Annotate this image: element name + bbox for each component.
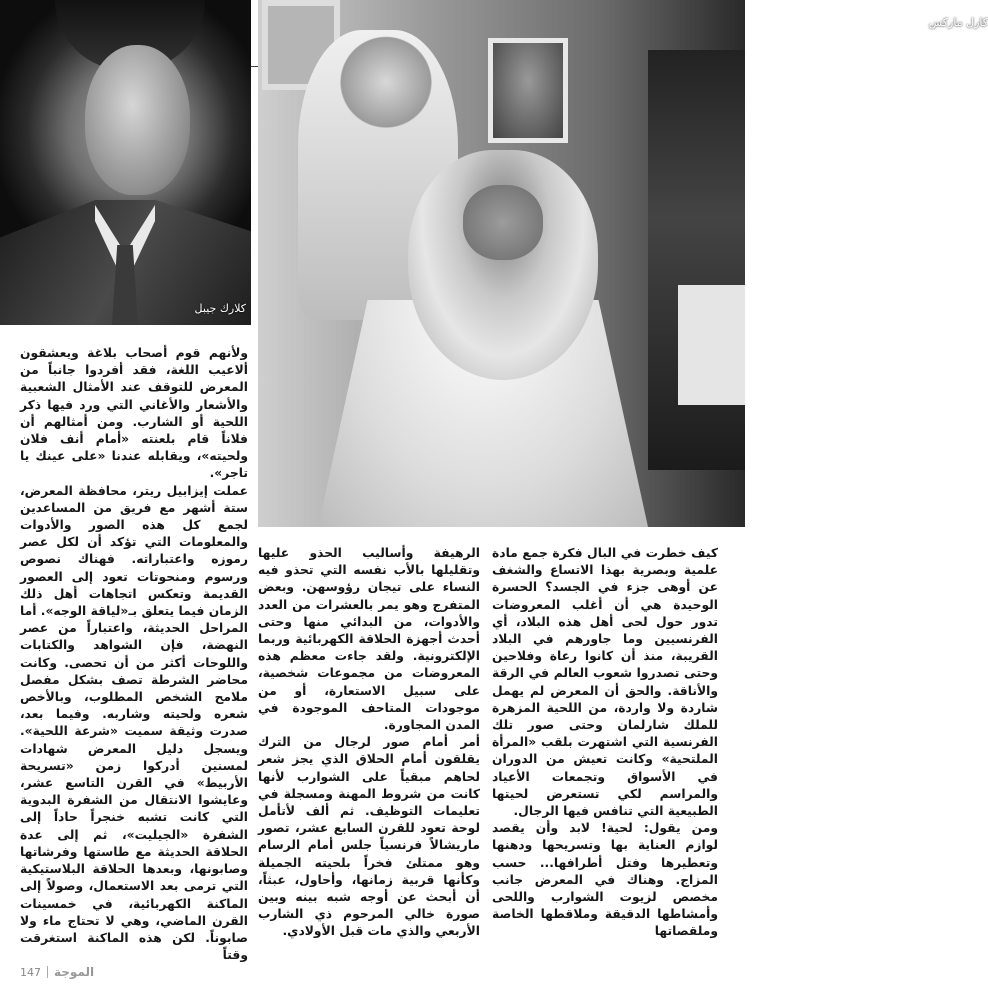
wall-portrait-poster: [488, 38, 568, 143]
article-column-left: [20, 345, 248, 964]
client-face: [463, 185, 543, 260]
karl-marx-barber-photo: [258, 0, 988, 527]
clark-gable-caption: كلارك جيبل: [194, 302, 246, 315]
paragraph: ومن يقول: لحية! لابد وأن يقصد لوازم العناية بها وتسريحها ودهنها وتعطيرها وفتل أطرافها... حسب المزاج. وهناك في المعرض جانب مخصص لزيوت الشوارب واللحى وأمشاطها الدقيقة وملاقطها الخاصة وملقصاتها: [492, 821, 718, 939]
karl-marx-caption: كارل ماركس: [928, 16, 988, 29]
background-cabinet: [648, 50, 745, 470]
page-footer: [20, 965, 94, 979]
article-column-right: [492, 545, 718, 941]
paragraph: الرهيفة وأساليب الحذو عليها وتقليلها بالأب نفسه التي تحذو فيه النساء على تيجان رؤوسهن. وبعض المتفرج وهو يمر بالعشرات من العدد والأدوات، من البدائي منها وحتى أحدث أجهزة الحلاقة الكهربائية وربما الإلكترونية. ولقد جاءت معظم هذه المعروضات من مجموعات شخصية، على سبيل الاستعارة، أو من موجودات المتاحف الموجودة في المدن المجاورة.: [258, 546, 480, 733]
paragraph: عملت إيزابيل ريتر، محافظة المعرض، ستة أشهر مع فريق من المساعدين لجمع كل هذه الصور والأدوات والمعلومات التي تؤكد أن لكل عصر رموزه واعتباراته. فهناك نصوص ورسوم ومنحوتات تعود إلى العصور القديمة وتعكس اتجاهات أهل ذلك الزمان فيما يتعلق بـ«لياقة الوجه». أما المراحل الحديثة، واعتباراً من عصر النهضة، فإن الشواهد والكتابات واللوحات أكثر من أن تحصى. وكانت محاضر الشرطة تصف بشكل مفصل ملامح الشخص المطلوب، وبالأخص شعره ولحيته وشاربه. وفيما بعد، صدرت وثيقة سميت «شرعة اللحية». ويسجل دليل المعرض شهادات لمسنين أدركوا زمن «تسريحة الأربيط» في القرن التاسع عشر، وعايشوا الانتقال من الشفرة البدوية التي كانت تشبه خنجراً حاداً إلى الشفرة «الجيليت»، ثم إلى عدة الحلاقة الحديثة مع طاستها وفرشاتها وصابونها، وبعدها الحلاقة البلاستيكية التي ترمى بعد الاستعمال، وصولاً إلى الماكنة الكهربائية، في خمسينات القرن الماضي، وهي لا تحتاج ماء ولا صابوناً. لكن هذه الماكنة استغرقت وقتاً: [20, 483, 248, 963]
page-number: 147: [20, 965, 41, 979]
clark-gable-photo: [0, 0, 251, 325]
portrait-face: [85, 45, 190, 195]
paragraph: ولأنهم قوم أصحاب بلاغة ويعشقون ألاعيب اللغة، فقد أفردوا جانباً من المعرض للتوقف عند الأمثال الشعبية والأشعار والأغاني التي ورد فيها ذكر اللحية أو الشارب. ومن أمثالهم أن فلاناً قام بلعنته «أمام أنف فلان ولحيته»، ويقابله عندنا «على عينك يا تاجر».: [20, 346, 248, 481]
paragraph: كيف خطرت في البال فكرة جمع مادة علمية وبصرية بهذا الاتساع والشغف عن أوهى جزء في الجسد؟ الحسرة الوحيدة هي أن أغلب المعروضات تدور حول لحى أهل هذه البلاد، أي الفرنسيين وما جاورهم في البلاد القريبة، منذ أن كانوا رعاة وفلاحين وحتى تصدروا شعوب العالم في الرقة والأناقة. والحق أن المعرض لم يهمل شاردة ولا واردة، من اللحية المزهرة للملك شارلمان وحتى صور تلك الفرنسية التي اشتهرت بلقب «المرأة الملتحية» وكانت تعيش من الدوران في الأسواق وتجمعات الأعياد والمراسم لكي تستعرض لحيتها الطبيعية التي تنافس فيها الرجال.: [492, 546, 718, 819]
cash-register: [678, 285, 745, 405]
article-column-middle: [258, 545, 480, 941]
magazine-brand: الموجة: [54, 965, 95, 979]
footer-separator: [47, 966, 48, 978]
paragraph: أمر أمام صور لرجال من الترك يقلقون أمام الحلاق الذي يجز شعر لحاهم مبقياً على الشوارب لأنها كانت من شروط المهنة ومسجلة في تعليمات التوظيف. ثم ألف لأتأمل لوحة تعود للقرن السابع عشر، تصور ماريشالاً فرنسياً جلس أمام الرسام وهو ممتلئ فخراً بلحيته الجميلة وكأنها قربية زمانها، وأحاول، عبثاً، أن أبحث عن أوجه شبه بينه وبين صورة خالي المرحوم ذي الشارب الأربعي والذي مات قبل الأولادي.: [258, 735, 480, 939]
